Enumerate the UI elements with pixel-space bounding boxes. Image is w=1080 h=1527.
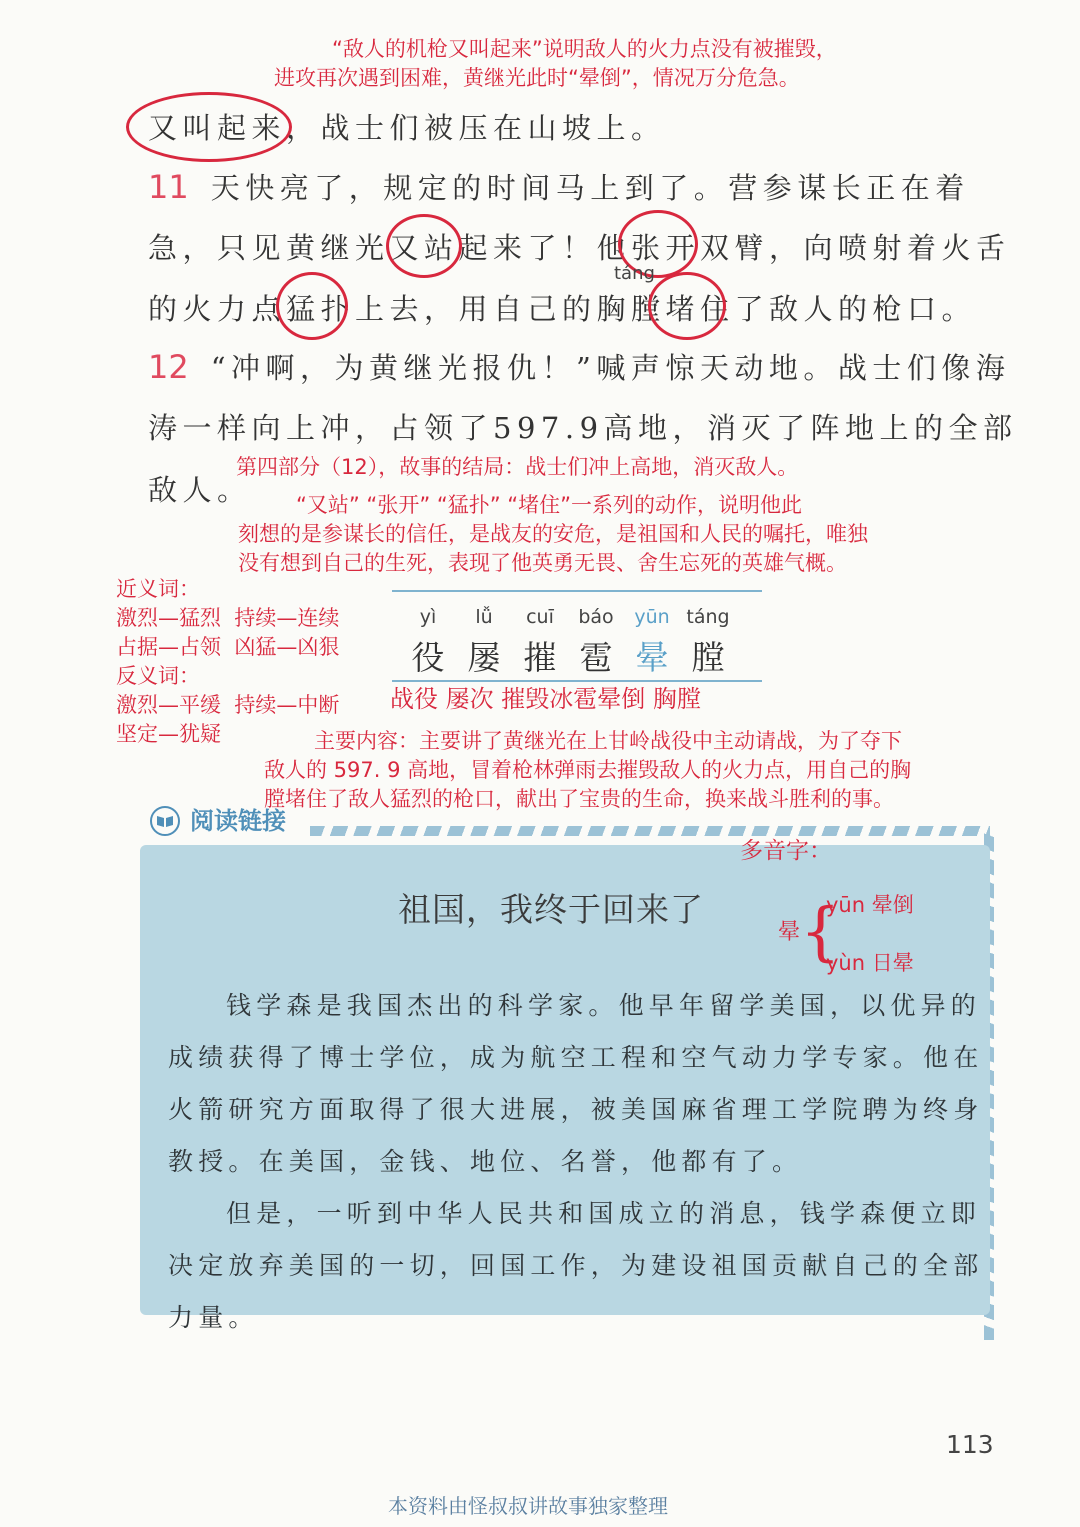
polyphone-char: 晕	[778, 920, 801, 945]
circle-mark-youjiaoqilai	[126, 92, 292, 162]
vocab-item: yì 役	[411, 606, 445, 677]
vocab-words: 战役 屡次 摧毁冰雹晕倒 胸膛	[390, 685, 701, 713]
story-line: 教授。在美国，金钱、地位、名誉，他都有了。	[168, 1147, 803, 1176]
text-line-2-content: 天快亮了，规定的时间马上到了。营参谋长正在着	[210, 171, 970, 205]
story-title: 祖国，我终于回来了	[398, 890, 704, 929]
footer-note: 本资料由怪叔叔讲故事独家整理	[388, 1494, 668, 1518]
brace-icon: {	[800, 895, 841, 969]
vocab-item: báo 雹	[578, 606, 614, 677]
story-line: 力量。	[168, 1303, 259, 1332]
annotation-top-1: “敌人的机枪又叫起来”说明敌人的火力点没有被摧毁，	[332, 37, 837, 61]
circle-mark-mengpu	[276, 272, 348, 340]
story-line: 决定放弃美国的一切，回国工作，为建设祖国贡献自己的全部	[168, 1251, 984, 1280]
vocab-bottom-rule	[392, 680, 762, 682]
summary-line-3: 膛堵住了敌人猛烈的枪口，献出了宝贵的生命，换来战斗胜利的事。	[264, 787, 894, 811]
polyphone-reading-1: yūn 晕倒	[826, 893, 914, 917]
text-line-5-content: “冲啊，为黄继光报仇！”喊声惊天动地。战士们像海	[210, 351, 1011, 385]
vocab-item: cuī 摧	[523, 606, 557, 677]
vocab-item-highlight: yūn 晕	[634, 606, 670, 677]
polyphone-title: 多音字：	[740, 838, 832, 864]
circle-mark-duzhu	[648, 272, 726, 340]
paragraph-number-11: 11	[148, 168, 189, 206]
annotation-top-2: 进攻再次遇到困难，黄继光此时“晕倒”，情况万分危急。	[274, 66, 800, 90]
reading-link-border-top	[310, 826, 990, 836]
summary-line-1: 主要内容：主要讲了黄继光在上甘岭战役中主动请战，为了夺下	[314, 729, 902, 753]
paragraph-number-12: 12	[148, 348, 189, 386]
vocab-top-rule	[392, 590, 762, 592]
story-line: 钱学森是我国杰出的科学家。他早年留学美国，以优异的	[226, 991, 982, 1020]
text-line-7: 敌人。	[148, 473, 252, 507]
circle-mark-youzhan	[386, 214, 462, 278]
synonyms-title: 近义词：	[116, 577, 200, 601]
page-number: 113	[946, 1430, 994, 1459]
reading-link-title: 阅读链接	[190, 807, 286, 835]
text-line-1: 又叫起来，战士们被压在山坡上。	[148, 111, 666, 145]
vocab-item: lǚ 屡	[467, 606, 501, 677]
synonyms-row-2: 占据—占领 凶猛—凶狠	[116, 635, 340, 659]
annotation-actions-1: “又站” “张开” “猛扑” “堵住”一系列的动作，说明他此	[296, 493, 803, 517]
polyphone-reading-2: yùn 日晕	[826, 951, 914, 975]
text-line-5	[148, 346, 1010, 387]
annotation-actions-3: 没有想到自己的生死，表现了他英勇无畏、舍生忘死的英雄气概。	[238, 551, 847, 575]
story-line: 成绩获得了博士学位，成为航空工程和空气动力学专家。他在	[168, 1043, 984, 1072]
book-icon	[150, 806, 180, 836]
story-line: 火箭研究方面取得了很大进展，被美国麻省理工学院聘为终身	[168, 1095, 984, 1124]
story-line: 但是，一听到中华人民共和国成立的消息，钱学森便立即	[226, 1199, 982, 1228]
antonyms-title: 反义词：	[116, 664, 200, 688]
antonyms-row-2: 坚定—犹疑	[116, 722, 221, 746]
synonyms-row-1: 激烈—猛烈 持续—连续	[116, 606, 340, 630]
summary-line-2: 敌人的 597. 9 高地，冒着枪林弹雨去摧毁敌人的火力点，用自己的胸	[264, 758, 912, 782]
antonyms-row-1: 激烈—平缓 持续—中断	[116, 693, 340, 717]
text-line-3: 急，只见黄继光又站起来了！他张开双臂，向喷射着火舌	[148, 231, 1011, 265]
pinyin-tang: táng	[614, 263, 655, 284]
text-line-6: 涛一样向上冲，占领了597.9高地，消灭了阵地上的全部	[148, 411, 1018, 445]
text-line-4: 的火力点猛扑上去，用自己的胸膛堵住了敌人的枪口。	[148, 292, 977, 326]
annotation-part4: 第四部分（12），故事的结局：战士们冲上高地，消灭敌人。	[236, 455, 799, 479]
annotation-actions-2: 刻想的是参谋长的信任，是战友的安危，是祖国和人民的嘱托，唯独	[238, 522, 868, 546]
text-line-2	[148, 166, 970, 207]
vocab-item: táng 膛	[686, 606, 730, 677]
